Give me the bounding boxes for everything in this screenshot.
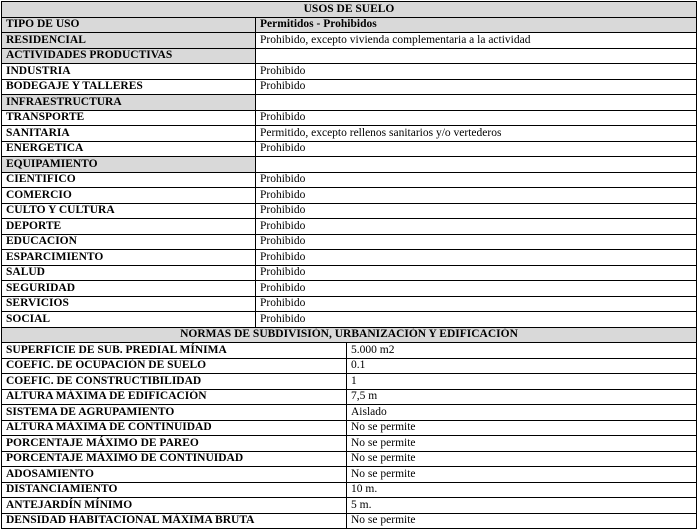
row-value: No se permite (347, 420, 697, 436)
table-row (2, 172, 697, 188)
row-value: Prohibido (256, 188, 697, 204)
row-label: TRANSPORTE (2, 110, 256, 126)
row-label: ANTEJARDÍN MÍNIMO (2, 498, 347, 514)
row-label: DENSIDAD HABITACIONAL MÁXIMA BRUTA (2, 513, 347, 529)
table-row (2, 281, 697, 297)
normas-table (1, 327, 697, 529)
row-label: SANITARIA (2, 126, 256, 142)
section-label: EQUIPAMIENTO (2, 157, 256, 173)
row-value: Prohibido (256, 141, 697, 157)
row-value: Prohibido (256, 172, 697, 188)
table-section-row (2, 157, 697, 173)
row-label: SALUD (2, 265, 256, 281)
column-header-tipo: TIPO DE USO (2, 17, 256, 33)
row-value: 1 (347, 374, 697, 390)
row-label: SISTEMA DE AGRUPAMIENTO (2, 405, 347, 421)
row-label: COEFIC. DE OCUPACIÓN DE SUELO (2, 358, 347, 374)
row-label: SUPERFICIE DE SUB. PREDIAL MÍNIMA (2, 343, 347, 359)
row-value: Permitido, excepto rellenos sanitarios y/o vertederos (256, 126, 697, 142)
table-row (2, 374, 697, 390)
row-label: SEGURIDAD (2, 281, 256, 297)
row-label: ESPARCIMIENTO (2, 250, 256, 266)
row-label: RESIDENCIAL (2, 33, 256, 49)
row-value: No se permite (347, 467, 697, 483)
row-label: CIENTIFICO (2, 172, 256, 188)
usos-title: USOS DE SUELO (2, 2, 697, 18)
row-value: No se permite (347, 451, 697, 467)
row-label: BODEGAJE Y TALLERES (2, 79, 256, 95)
table-row (2, 358, 697, 374)
table-row (2, 79, 697, 95)
table-title-row (2, 327, 697, 343)
section-label: INFRAESTRUCTURA (2, 95, 256, 111)
table-section-row (2, 48, 697, 64)
row-value: Aislado (347, 405, 697, 421)
table-row (2, 188, 697, 204)
table-row (2, 389, 697, 405)
table-row (2, 420, 697, 436)
row-value: Prohibido (256, 203, 697, 219)
row-value (256, 95, 697, 111)
row-value: Prohibido (256, 79, 697, 95)
table-header-row (2, 17, 697, 33)
table-row (2, 126, 697, 142)
row-label: PORCENTAJE MÁXIMO DE PAREO (2, 436, 347, 452)
table-row (2, 110, 697, 126)
row-label: DISTANCIAMIENTO (2, 482, 347, 498)
table-row (2, 250, 697, 266)
table-row (2, 64, 697, 80)
row-value: 5 m. (347, 498, 697, 514)
row-label: COEFIC. DE CONSTRUCTIBILIDAD (2, 374, 347, 390)
table-title-row (2, 2, 697, 18)
row-label: COMERCIO (2, 188, 256, 204)
row-label: CULTO Y CULTURA (2, 203, 256, 219)
table-row (2, 219, 697, 235)
table-row (2, 482, 697, 498)
usos-de-suelo-table (1, 1, 697, 328)
row-label: SERVICIOS (2, 296, 256, 312)
row-label: ADOSAMIENTO (2, 467, 347, 483)
row-value: Prohibido (256, 296, 697, 312)
row-value: Prohibido (256, 250, 697, 266)
table-row (2, 265, 697, 281)
row-value: No se permite (347, 513, 697, 529)
table-row (2, 467, 697, 483)
row-label: ENERGETICA (2, 141, 256, 157)
table-row (2, 33, 697, 49)
row-label: PORCENTAJE MÁXIMO DE CONTINUIDAD (2, 451, 347, 467)
table-row (2, 203, 697, 219)
table-row (2, 234, 697, 250)
row-value (256, 157, 697, 173)
row-value: Prohibido (256, 234, 697, 250)
row-value: Prohibido (256, 219, 697, 235)
row-label: EDUCACION (2, 234, 256, 250)
row-value: No se permite (347, 436, 697, 452)
table-row (2, 141, 697, 157)
normas-title: NORMAS DE SUBDIVISIÓN, URBANIZACIÓN Y EDIFICACIÓN (2, 327, 697, 343)
row-value: 7,5 m (347, 389, 697, 405)
row-value: Prohibido, excepto vivienda complementaria a la actividad (256, 33, 697, 49)
row-value: Prohibido (256, 265, 697, 281)
row-label: INDUSTRIA (2, 64, 256, 80)
table-row (2, 436, 697, 452)
row-value: Prohibido (256, 110, 697, 126)
row-value: Prohibido (256, 64, 697, 80)
row-value: Prohibido (256, 312, 697, 328)
table-row (2, 296, 697, 312)
row-value: 5.000 m2 (347, 343, 697, 359)
section-label: ACTIVIDADES PRODUCTIVAS (2, 48, 256, 64)
row-label: ALTURA MÁXIMA DE EDIFICACIÓN (2, 389, 347, 405)
table-row (2, 498, 697, 514)
row-value (256, 48, 697, 64)
row-value: 0.1 (347, 358, 697, 374)
table-row (2, 451, 697, 467)
table-row (2, 343, 697, 359)
row-value: Prohibido (256, 281, 697, 297)
table-row (2, 513, 697, 529)
row-label: DEPORTE (2, 219, 256, 235)
column-header-permitidos: Permitidos - Prohibidos (256, 17, 697, 33)
row-value: 10 m. (347, 482, 697, 498)
table-row (2, 312, 697, 328)
table-section-row (2, 95, 697, 111)
row-label: SOCIAL (2, 312, 256, 328)
row-label: ALTURA MÁXIMA DE CONTINUIDAD (2, 420, 347, 436)
table-row (2, 405, 697, 421)
